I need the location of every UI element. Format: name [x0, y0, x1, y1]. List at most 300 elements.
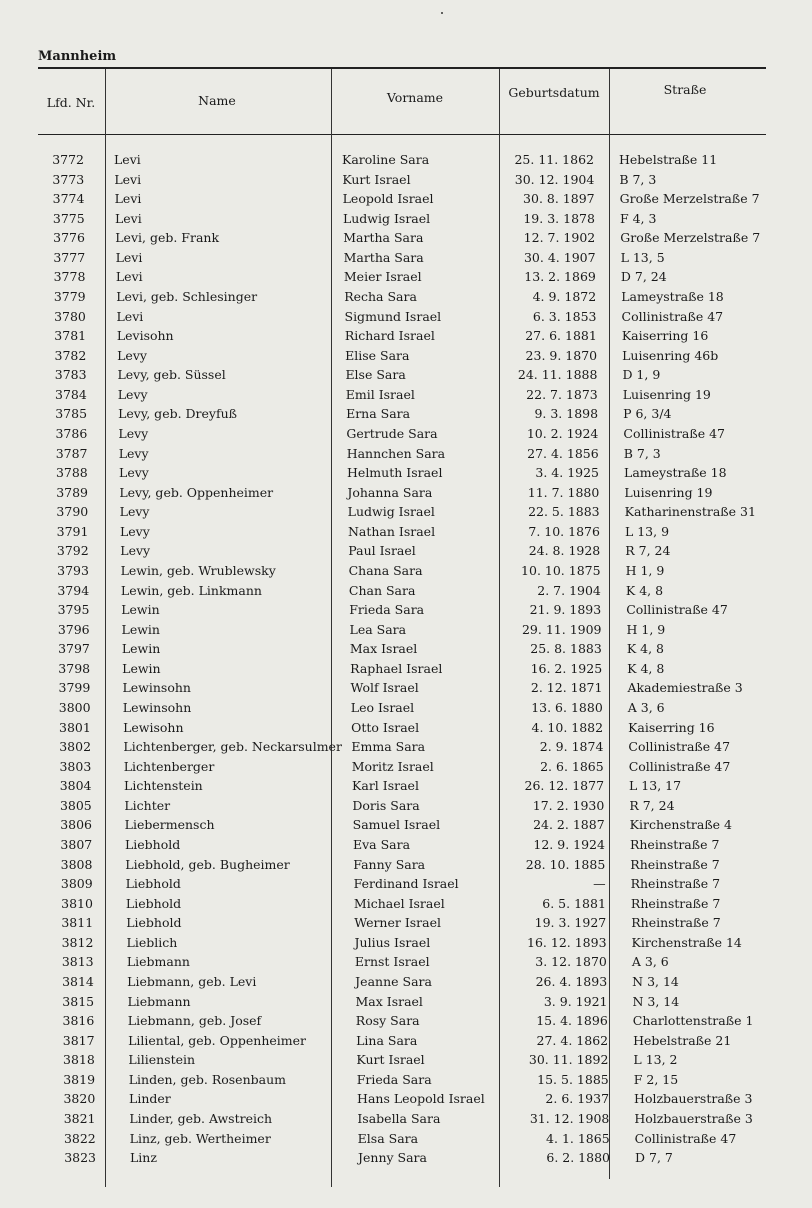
row-number: 3785 — [55, 406, 88, 422]
birth-date: 15. 4. 1896 — [536, 1013, 608, 1029]
birth-date: 13. 2. 1869 — [524, 269, 596, 285]
birth-date: 11. 7. 1880 — [527, 484, 600, 500]
birth-date: 17. 2. 1930 — [532, 797, 605, 813]
street-address: K 4, 8 — [626, 641, 664, 657]
given-name: Helmuth Israel — [347, 465, 443, 481]
given-name: Ludwig Israel — [347, 504, 435, 520]
birth-date: 24. 2. 1887 — [533, 817, 605, 833]
given-name: Lea Sara — [349, 621, 407, 637]
birth-date: 26. 12. 1877 — [524, 778, 605, 794]
surname: Lewin, geb. Wrublewsky — [120, 562, 276, 578]
surname: Liebhold — [124, 836, 181, 852]
given-name: Jenny Sara — [358, 1150, 427, 1166]
given-name: Wolf Israel — [350, 680, 419, 696]
street-address: Luisenring 46b — [622, 347, 719, 363]
street-address: Collinistraße 47 — [634, 1130, 737, 1146]
given-name: Paul Israel — [348, 543, 416, 559]
header-rule — [38, 134, 766, 135]
row-number: 3776 — [53, 230, 85, 246]
street-address: Kirchenstraße 4 — [629, 817, 733, 833]
row-number: 3790 — [56, 504, 89, 520]
given-name: Gertrude Sara — [346, 425, 438, 441]
surname: Levi — [116, 308, 144, 324]
row-number: 3813 — [61, 954, 94, 970]
table-row — [0, 522, 812, 541]
given-name: Karoline Sara — [342, 152, 430, 167]
row-number: 3812 — [61, 934, 94, 950]
surname: Lewisohn — [123, 719, 184, 735]
table-row — [0, 1089, 812, 1108]
given-name: Nathan Israel — [347, 523, 436, 539]
birth-date: 25. 11. 1862 — [514, 152, 594, 167]
birth-date: 12. 9. 1924 — [533, 836, 605, 852]
birth-date: 3. 9. 1921 — [543, 993, 608, 1009]
given-name: Otto Israel — [351, 719, 420, 735]
surname: Levi — [114, 171, 142, 187]
street-address: Luisenring 19 — [622, 386, 711, 402]
birth-date: 30. 12. 1904 — [514, 171, 595, 187]
given-name: Elsa Sara — [357, 1130, 419, 1146]
birth-date: 19. 3. 1927 — [534, 915, 607, 931]
row-number: 3815 — [62, 993, 95, 1009]
birth-date: 24. 11. 1888 — [517, 367, 598, 383]
birth-date: 7. 10. 1876 — [528, 523, 600, 539]
surname: Liebhold — [125, 895, 182, 911]
table-row — [0, 992, 812, 1011]
table-row — [0, 248, 812, 267]
surname: Lichtenberger, geb. Neckarsulmer — [123, 739, 342, 755]
surname: Lieblich — [126, 934, 178, 950]
row-number: 3775 — [52, 210, 85, 226]
given-name: Leo Israel — [350, 699, 415, 715]
street-address: Katharinenstraße 31 — [624, 504, 756, 520]
street-address: F 4, 3 — [619, 210, 657, 226]
street-address: P 6, 3/4 — [623, 406, 672, 422]
row-number: 3811 — [61, 915, 94, 931]
surname: Linder, geb. Awstreich — [129, 1110, 273, 1126]
street-address: Lameystraße 18 — [624, 465, 727, 481]
surname: Levy — [119, 523, 150, 539]
header-strasse: Straße — [663, 82, 707, 97]
surname: Liebmann — [127, 993, 191, 1009]
given-name: Leopold Israel — [342, 191, 434, 207]
given-name: Hans Leopold Israel — [357, 1091, 485, 1107]
row-number: 3807 — [60, 836, 93, 852]
row-number: 3814 — [62, 973, 94, 989]
street-address: A 3, 6 — [627, 699, 665, 715]
surname: Liliental, geb. Oppenheimer — [128, 1032, 306, 1048]
row-number: 3801 — [59, 719, 91, 735]
birth-date: 3. 12. 1870 — [535, 954, 607, 970]
street-address: B 7, 3 — [623, 445, 661, 461]
birth-date: 9. 3. 1898 — [534, 406, 599, 422]
street-address: R 7, 24 — [625, 543, 671, 559]
row-number: 3808 — [60, 856, 93, 872]
page-mark — [441, 12, 443, 14]
street-address: Lameystraße 18 — [621, 288, 724, 304]
street-address: D 1, 9 — [622, 367, 661, 383]
birth-date: 28. 10. 1885 — [525, 856, 606, 872]
table-row — [0, 1129, 812, 1148]
surname: Levi — [114, 210, 142, 226]
row-number: 3805 — [59, 797, 92, 813]
table-row — [0, 874, 812, 893]
given-name: Johanna Sara — [347, 484, 433, 500]
street-address: Collinistraße 47 — [628, 758, 731, 774]
street-address: Kaiserring 16 — [621, 328, 709, 344]
row-number: 3791 — [56, 523, 89, 539]
row-number: 3781 — [54, 328, 87, 344]
birth-date: 13. 6. 1880 — [531, 699, 603, 715]
city-heading: Mannheim — [38, 49, 117, 64]
surname: Levy — [120, 543, 151, 559]
header-name: Name — [198, 93, 236, 108]
table-row — [0, 757, 812, 776]
birth-date: — — [593, 876, 606, 892]
table-row — [0, 600, 812, 619]
street-address: N 3, 14 — [632, 973, 679, 989]
birth-date: 10. 10. 1875 — [521, 562, 601, 578]
table-row — [0, 796, 812, 815]
row-number: 3821 — [63, 1110, 96, 1126]
street-address: A 3, 6 — [631, 954, 669, 970]
surname: Liebhold — [126, 915, 182, 931]
surname: Linz, geb. Wertheimer — [129, 1130, 271, 1146]
surname: Lewinsohn — [122, 699, 192, 715]
given-name: Kurt Israel — [356, 1052, 425, 1068]
header-vorname: Vorname — [386, 90, 444, 105]
birth-date: 30. 8. 1897 — [523, 191, 595, 207]
given-name: Max Israel — [355, 993, 423, 1009]
table-row — [0, 1031, 812, 1050]
given-name: Moritz Israel — [351, 758, 434, 774]
given-name: Recha Sara — [344, 288, 417, 304]
surname: Levi — [114, 191, 142, 207]
street-address: Große Merzelstraße 7 — [619, 191, 760, 207]
surname: Linden, geb. Rosenbaum — [128, 1071, 286, 1087]
table-row — [0, 815, 812, 834]
table-row — [0, 581, 812, 600]
street-address: Luisenring 19 — [624, 484, 713, 500]
street-address: Charlottenstraße 1 — [632, 1013, 754, 1029]
table-row — [0, 1070, 812, 1089]
given-name: Chana Sara — [348, 562, 423, 578]
table-row — [0, 698, 812, 717]
surname: Lewin — [121, 602, 160, 618]
birth-date: 22. 7. 1873 — [526, 386, 598, 402]
birth-date: 3. 4. 1925 — [535, 465, 600, 481]
table-row — [0, 502, 812, 521]
row-number: 3797 — [58, 641, 90, 657]
row-number: 3798 — [58, 660, 91, 676]
given-name: Emil Israel — [345, 386, 415, 402]
table-row — [0, 307, 812, 326]
given-name: Julius Israel — [354, 934, 431, 950]
surname: Liebhold, geb. Bugheimer — [125, 856, 290, 872]
surname: Levisohn — [116, 328, 174, 344]
surname: Levi — [114, 152, 141, 167]
birth-date: 6. 2. 1880 — [546, 1150, 610, 1166]
table-row — [0, 170, 812, 189]
row-number: 3817 — [62, 1032, 95, 1048]
table-row — [0, 483, 812, 502]
surname: Levy, geb. Süssel — [117, 367, 226, 383]
row-number: 3803 — [59, 758, 92, 774]
street-address: Akademiestraße 3 — [627, 680, 743, 696]
row-number: 3816 — [62, 1013, 95, 1029]
birth-date: 2. 7. 1904 — [537, 582, 601, 598]
street-address: N 3, 14 — [632, 993, 680, 1009]
given-name: Raphael Israel — [350, 660, 443, 676]
surname: Linz — [130, 1150, 157, 1166]
street-address: D 7, 7 — [635, 1150, 673, 1166]
birth-date: 6. 5. 1881 — [542, 895, 606, 911]
row-number: 3802 — [59, 739, 92, 755]
row-number: 3820 — [63, 1091, 96, 1107]
given-name: Doris Sara — [352, 797, 420, 813]
surname: Lewin — [121, 621, 160, 637]
row-number: 3786 — [55, 425, 88, 441]
table-row — [0, 326, 812, 345]
birth-date: 23. 9. 1870 — [525, 347, 598, 363]
surname: Levy, geb. Oppenheimer — [119, 484, 274, 500]
birth-date: 2. 6. 1865 — [540, 758, 604, 774]
table-row — [0, 835, 812, 854]
birth-date: 19. 3. 1878 — [523, 210, 595, 226]
surname: Lichtenstein — [124, 778, 203, 794]
given-name: Lina Sara — [356, 1032, 418, 1048]
surname: Levy — [119, 504, 150, 520]
birth-date: 15. 5. 1885 — [537, 1071, 609, 1087]
birth-date: 4. 9. 1872 — [532, 288, 597, 304]
given-name: Kurt Israel — [342, 171, 411, 187]
table-row — [0, 267, 812, 286]
given-name: Frieda Sara — [349, 602, 425, 618]
surname: Liebmann — [126, 954, 190, 970]
given-name: Ernst Israel — [354, 954, 430, 970]
street-address: Collinistraße 47 — [623, 425, 726, 441]
birth-date: 16. 12. 1893 — [527, 934, 607, 950]
table-row — [0, 1109, 812, 1128]
street-address: Holzbauerstraße 3 — [634, 1110, 753, 1126]
given-name: Fanny Sara — [353, 856, 426, 872]
birth-date: 27. 4. 1856 — [527, 445, 599, 461]
table-row — [0, 1050, 812, 1069]
surname: Levy — [118, 425, 149, 441]
street-address: K 4, 8 — [627, 660, 665, 676]
birth-date: 6. 3. 1853 — [532, 308, 597, 324]
row-number: 3789 — [56, 484, 88, 500]
birth-date: 24. 8. 1928 — [528, 543, 601, 559]
table-row — [0, 346, 812, 365]
street-address: Collinistraße 47 — [626, 602, 728, 618]
table-row — [0, 444, 812, 463]
surname: Levi — [115, 269, 143, 285]
table-row — [0, 659, 812, 678]
street-address: F 2, 15 — [633, 1071, 679, 1087]
table-row — [0, 561, 812, 580]
given-name: Sigmund Israel — [344, 308, 442, 324]
street-address: L 13, 9 — [624, 523, 670, 539]
birth-date: 12. 7. 1902 — [523, 230, 596, 246]
row-number: 3819 — [63, 1071, 96, 1087]
birth-date: 21. 9. 1893 — [529, 602, 602, 618]
row-number: 3809 — [60, 876, 93, 892]
birth-date: 22. 5. 1883 — [528, 504, 600, 520]
given-name: Samuel Israel — [352, 817, 441, 833]
street-address: K 4, 8 — [625, 582, 664, 598]
given-name: Martha Sara — [343, 249, 424, 265]
street-address: B 7, 3 — [619, 171, 657, 187]
top-rule — [38, 67, 766, 69]
birth-date: 25. 8. 1883 — [530, 641, 602, 657]
birth-date: 30. 4. 1907 — [523, 249, 596, 265]
table-row — [0, 424, 812, 443]
street-address: L 13, 2 — [633, 1052, 678, 1068]
street-address: Rheinstraße 7 — [630, 895, 721, 911]
surname: Lewin — [121, 641, 161, 657]
birth-date: 31. 12. 1908 — [529, 1110, 610, 1126]
street-address: Kirchenstraße 14 — [631, 934, 742, 950]
given-name: Karl Israel — [352, 778, 419, 794]
surname: Lewin, geb. Linkmann — [120, 582, 262, 598]
row-number: 3774 — [52, 191, 85, 207]
surname: Levy — [118, 445, 149, 461]
given-name: Elise Sara — [345, 347, 410, 363]
given-name: Emma Sara — [351, 739, 426, 755]
header-nr: Lfd. Nr. — [46, 95, 96, 110]
street-address: L 13, 5 — [620, 249, 665, 265]
given-name: Chan Sara — [348, 582, 416, 598]
surname: Liebhold — [125, 876, 181, 892]
street-address: Rheinstraße 7 — [631, 915, 721, 931]
row-number: 3784 — [55, 386, 87, 402]
table-row — [0, 365, 812, 384]
street-address: H 1, 9 — [625, 562, 665, 578]
surname: Levy — [117, 347, 147, 363]
table-row — [0, 150, 812, 169]
street-address: H 1, 9 — [626, 621, 666, 637]
table-row — [0, 737, 812, 756]
street-address: Collinistraße 47 — [628, 739, 731, 755]
given-name: Michael Israel — [353, 895, 445, 911]
table-row — [0, 855, 812, 874]
street-address: Große Merzelstraße 7 — [620, 230, 761, 246]
birth-date: 27. 4. 1862 — [536, 1032, 609, 1048]
row-number: 3818 — [63, 1052, 95, 1068]
row-number: 3794 — [57, 582, 90, 598]
given-name: Erna Sara — [346, 406, 411, 422]
given-name: Max Israel — [349, 641, 418, 657]
table-row — [0, 287, 812, 306]
row-number: 3783 — [54, 367, 87, 383]
row-number: 3780 — [54, 308, 86, 324]
birth-date: 4. 10. 1882 — [531, 719, 604, 735]
row-number: 3788 — [55, 465, 88, 481]
given-name: Martha Sara — [343, 230, 424, 246]
birth-date: 10. 2. 1924 — [526, 425, 599, 441]
street-address: Rheinstraße 7 — [630, 876, 721, 892]
table-row — [0, 620, 812, 639]
row-number: 3778 — [53, 269, 86, 285]
row-number: 3787 — [55, 445, 88, 461]
surname: Levy — [117, 386, 148, 402]
given-name: Else Sara — [345, 367, 406, 383]
header-geburtsdatum: Geburtsdatum — [508, 85, 600, 100]
row-number: 3810 — [61, 895, 93, 911]
table-row — [0, 972, 812, 991]
birth-date: 4. 1. 1865 — [546, 1130, 610, 1146]
birth-date: 2. 9. 1874 — [539, 739, 604, 755]
table-row — [0, 463, 812, 482]
given-name: Meier Israel — [343, 269, 422, 285]
street-address: R 7, 24 — [629, 797, 675, 813]
row-number: 3806 — [60, 817, 92, 833]
row-number: 3822 — [63, 1130, 96, 1146]
street-address: Holzbauerstraße 3 — [634, 1091, 753, 1107]
table-row — [0, 776, 812, 795]
surname: Lichtenberger — [123, 758, 215, 774]
row-number: 3773 — [52, 171, 85, 187]
table-row — [0, 933, 812, 952]
given-name: Hannchen Sara — [346, 445, 446, 461]
row-number: 3772 — [52, 152, 84, 167]
street-address: Hebelstraße 11 — [619, 152, 718, 167]
row-number: 3777 — [53, 249, 86, 265]
table-row — [0, 385, 812, 404]
given-name: Jeanne Sara — [355, 973, 432, 989]
table-row — [0, 639, 812, 658]
given-name: Rosy Sara — [355, 1013, 420, 1029]
table-row — [0, 718, 812, 737]
birth-date: 16. 2. 1925 — [530, 660, 603, 676]
surname: Levy, geb. Dreyfuß — [118, 406, 238, 422]
birth-date: 26. 4. 1893 — [535, 973, 608, 989]
surname: Liebmann, geb. Levi — [127, 973, 257, 989]
row-number: 3804 — [59, 778, 92, 794]
given-name: Ludwig Israel — [342, 210, 431, 226]
row-number: 3800 — [58, 699, 91, 715]
street-address: Rheinstraße 7 — [629, 836, 720, 852]
street-address: Collinistraße 47 — [621, 308, 724, 324]
given-name: Frieda Sara — [356, 1071, 432, 1087]
birth-date: 27. 6. 1881 — [525, 328, 597, 344]
street-address: L 13, 17 — [629, 778, 682, 794]
surname: Linder — [129, 1091, 171, 1107]
surname: Lewin — [122, 660, 161, 676]
table-row — [0, 404, 812, 423]
table-row — [0, 678, 812, 697]
surname: Levi, geb. Frank — [115, 230, 220, 246]
table-row — [0, 1148, 812, 1167]
table-row — [0, 913, 812, 932]
table-row — [0, 209, 812, 228]
row-number: 3792 — [56, 543, 89, 559]
surname: Lichter — [124, 797, 171, 813]
row-number: 3799 — [58, 680, 91, 696]
street-address: Rheinstraße 7 — [630, 856, 720, 872]
table-row — [0, 228, 812, 247]
row-number: 3779 — [53, 288, 86, 304]
surname: Lilienstein — [128, 1052, 196, 1068]
surname: Liebmann, geb. Josef — [127, 1013, 262, 1029]
given-name: Isabella Sara — [357, 1110, 441, 1126]
given-name: Werner Israel — [354, 915, 442, 931]
row-number: 3796 — [57, 621, 90, 637]
birth-date: 29. 11. 1909 — [521, 621, 602, 637]
row-number: 3795 — [57, 602, 90, 618]
table-row — [0, 894, 812, 913]
